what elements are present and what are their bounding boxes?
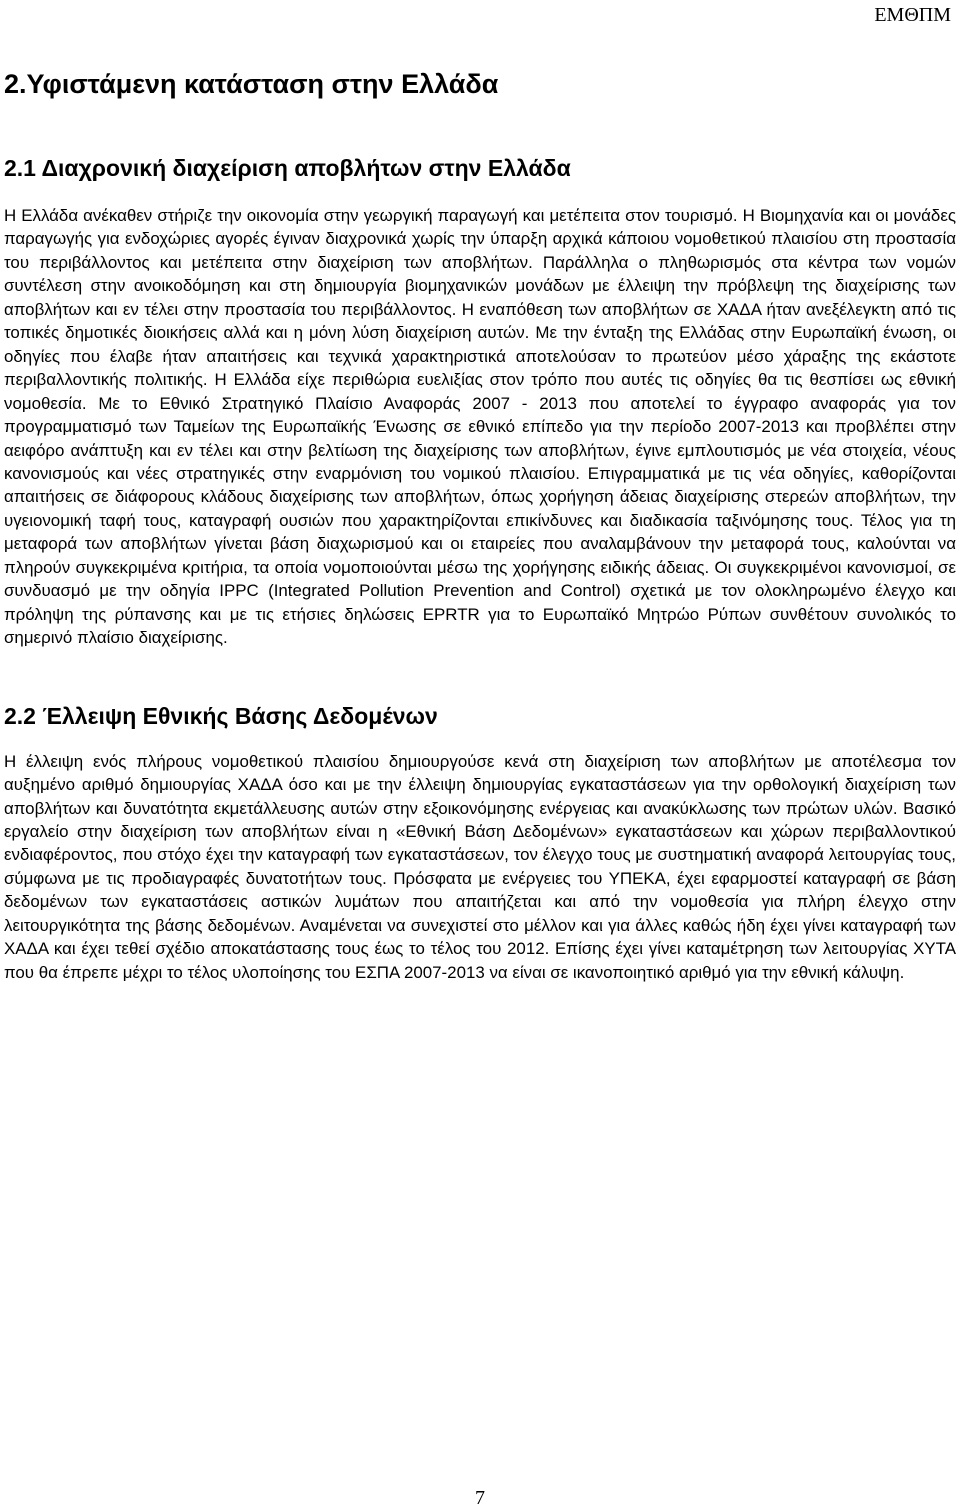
subsection-2-1-paragraph: Η Ελλάδα ανέκαθεν στήριζε την οικονομία στην γεωργική παραγωγή και μετέπειτα στον τουρισμό. Η Βιομηχανία και οι μονάδες παραγωγής για ενδοχώριες αγορές έγιναν διαχρονικά χωρίς την ύπαρξη αρχικά κάποιου νομοθετικού πλαισίου στη προστασία του περιβάλλοντος και μετέπειτα στην διαχείριση των αποβλήτων. Παράλληλα ο πληθωρισμός στα κέντρα των νομών συντέλεση στην ανοικοδόμηση και στη δημιουργία βιομηχανικών μονάδων με έλλειψη την πρόβλεψη της διαχείρισης των αποβλήτων και εν τέλει στην προστασία του περιβάλλοντος. Η εναπόθεση των αποβλήτων σε ΧΑΔΑ ήταν ανεξέλεγκτη από τις τοπικές δημοτικές διοικήσεις αλλά και η μόνη λύση διαχείριση αυτών. Με την ένταξη της Ελλάδας στην Ευρωπαϊκή ένωση, οι οδηγίες που έλαβε ήταν απαιτήσεις και τεχνικά χαρακτηριστικά αποτελούσαν το πρωτεύον μέσο χάραξης της εκάστοτε περιβαλλοντικής πολιτικής. Η Ελλάδα είχε περιθώρια ευελιξίας στον τρόπο που αυτές τις οδηγίες θα τις θεσπίσει ως εθνική νομοθεσία. Με το Εθνικό Στρατηγικό Πλαίσιο Αναφοράς 2007 - 2013 που αποτελεί το έγγραφο αναφοράς για τον προγραμματισμό των Ταμείων της Ευρωπαϊκής Ένωσης σε εθνικό επίπεδο για την περίοδο 2007-2013 και προβλέπει στην αειφόρο ανάπτυξη και εν τέλει και στην βελτίωση της διαχείρισης των αποβλήτων, έγινε εμπλουτισμός με νέα στοιχεία, νέους κανονισμούς και νέες στρατηγικές στην εναρμόνιση του νομικού πλαισίου. Επιγραμματικά με τις νέα οδηγίες, καθορίζονται απαιτήσεις σε διάφορους κλάδους διαχείρισης των αποβλήτων, όπως χορήγηση άδειας διαχείρισης στερεών αποβλήτων, την υγειονομική ταφή τους, καταγραφή ουσιών που χαρακτηρίζονται επικίνδυνες και διαδικασία ταξινόμησης τους. Τέλος για τη μεταφορά των αποβλήτων γίνεται βάση διαχωρισμού και οι εταιρείες που αναλαμβάνουν την μεταφορά τους, καλούνται να πληρούν συγκεκριμένα κριτήρια, τα οποία νομοποιούνται μέσω της χορήγησης ειδικής άδειας. Οι συγκεκριμένοι κανονισμοί, σε συνδυασμό με την οδηγία IPPC (Integrated Pollution Prevention and Control) σχετικά με τον ολοκληρωμένο έλεγχο και πρόληψη της ρύπανσης και με τις ετήσιες δηλώσεις EPRTR για το Ευρωπαϊκό Μητρώο Ρύπων συνθέτουν συνολικός το σημερινό πλαίσιο διαχείρισης. — [4, 206, 956, 648]
subsection-2-2-paragraph: Η έλλειψη ενός πλήρους νομοθετικού πλαισίου δημιουργούσε κενά στη διαχείριση των αποβλήτων με αποτέλεσμα τον αυξημένο αριθμό δημιουργίας ΧΑΔΑ όσο και με την έλλειψη δημιουργίας εγκαταστάσεων για την ορθολογική διαχείριση των αποβλήτων και δυνατότητα εκμετάλλευσης αυτών στην εξοικονόμησης ενέργειας και ανακύκλωσης των πρώτων υλών. Βασικό εργαλείο στην διαχείριση των αποβλήτων είναι η «Εθνική Βάση Δεδομένων» εγκαταστάσεων και χώρων περιβαλλοντικού ενδιαφέροντος, που στόχο έχει την καταγραφή των εγκαταστάσεων, τον έλεγχο τους με συστηματική αναφορά λειτουργίας τους, σύμφωνα με τις προδιαγραφές δυνατοτήτων τους. Πρόσφατα με ενέργειες του ΥΠΕΚΑ, έχει εφαρμοστεί καταγραφή σε βάση δεδομένων των εγκαταστάσεις αστικών λυμάτων που απαιτήζεται και από την νομοθεσία για πλήρη έλεγχο στην λειτουργικότητα της βάσης δεδομένων. Αναμένεται να συνεχιστεί στο μέλλον και για άλλες καθώς ήδη έχει γίνει καταγραφή των ΧΑΔΑ και έχει τεθεί σχέδιο αποκατάστασης τους έως το τέλος του 2012. Επίσης έχει γίνει καταμέτρηση των λειτουργίας ΧΥΤΑ που θα έπρεπε μέχρι το τέλος υλοποίησης του ΕΣΠΑ 2007-2013 να είναι σε ικανοποιητικό αριθμό για την εθνική κάλυψη. — [4, 751, 956, 982]
document-header-label: ΕΜΘΠΜ — [874, 4, 951, 26]
page-number: 7 — [475, 1487, 485, 1509]
section-title: 2.Υφιστάμενη κατάσταση στην Ελλάδα — [4, 69, 499, 99]
subsection-title-2-1: 2.1 Διαχρονική διαχείριση αποβλήτων στην Ελλάδα — [4, 155, 571, 181]
subsection-title-2-2: 2.2 Έλλειψη Εθνικής Βάσης Δεδομένων — [4, 702, 438, 729]
document-body — [4, 64, 956, 984]
